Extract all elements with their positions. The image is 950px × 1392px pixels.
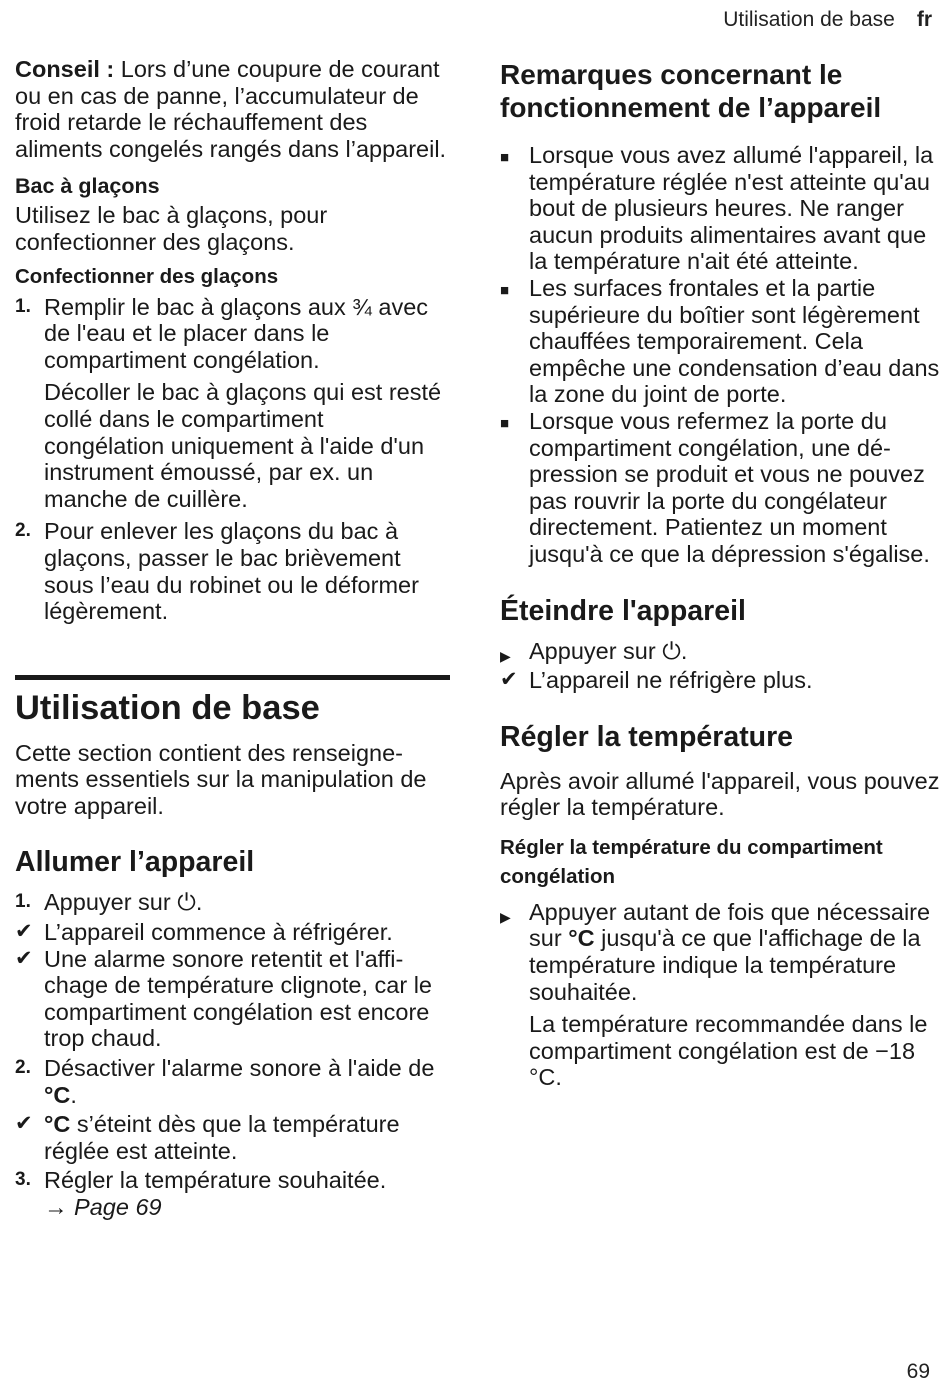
check-icon: ✔ xyxy=(15,1112,33,1136)
step-number: 2. xyxy=(15,1057,31,1079)
step-number: 2. xyxy=(15,520,31,542)
section-title: Utilisation de base xyxy=(15,688,320,727)
notes-heading: Remarques concernant le fonctionnement de l’appareil xyxy=(500,59,882,123)
recommendation-text: La température recommandée dans le compartiment congélation est de −18 °C. xyxy=(529,1011,928,1091)
step-text: Régler la température souhaitée. xyxy=(44,1167,387,1194)
step-number: 3. xyxy=(15,1169,31,1191)
page-reference-link[interactable]: → Page 69 xyxy=(44,1194,162,1220)
ice-tray-text: Utilisez le bac à glaçons, pour confectionner des glaçons. xyxy=(15,202,328,255)
step-text: Désactiver l'alarme sonore à l'aide de xyxy=(44,1055,435,1082)
check-icon: ✔ xyxy=(15,920,33,944)
switch-off-heading: Éteindre l'appareil xyxy=(500,594,746,627)
step-text: Remplir le bac à glaçons aux ¾ avec de l'eau et le placer dans le compartiment congélation. xyxy=(44,293,429,373)
step-text: Décoller le bac à glaçons qui est resté collé dans le compartiment congélation uniquement à l'aide d'un instrument émoussé, par ex. un manche de cuillère. xyxy=(44,379,442,512)
switch-on-result-2 xyxy=(15,946,450,1052)
check-icon: ✔ xyxy=(500,668,518,692)
switch-on-result-3 xyxy=(15,1111,450,1164)
switch-on-result-1 xyxy=(15,919,450,946)
square-bullet-icon: ■ xyxy=(500,414,510,432)
result-text: L’appareil ne réfrigère plus. xyxy=(529,667,813,694)
triangle-bullet-icon: ▶ xyxy=(500,908,511,925)
switch-on-step-3 xyxy=(15,1167,450,1220)
step-number: 1. xyxy=(15,891,31,913)
step-text: Appuyer sur ⏻. xyxy=(44,889,203,916)
switch-off-action xyxy=(500,638,940,665)
tip-label: Conseil : xyxy=(15,56,115,82)
action-text: Appuyer sur ⏻. xyxy=(529,637,688,664)
check-icon: ✔ xyxy=(15,946,33,970)
note-item-2 xyxy=(500,275,940,408)
right-column xyxy=(500,56,940,1091)
language-code: fr xyxy=(916,8,932,31)
step-number: 1. xyxy=(15,295,31,317)
celsius-key: °C xyxy=(568,925,595,952)
action-text: Appuyer autant de fois que nécessaire sur xyxy=(529,898,931,952)
ice-step-2 xyxy=(15,518,450,624)
switch-on-step-2: 2. Désactiver l'alarme sonore à l'aide de °C. xyxy=(15,1055,435,1108)
ice-step-1-note xyxy=(15,379,450,512)
note-item-1 xyxy=(500,142,940,275)
celsius-key: °C xyxy=(44,1081,71,1108)
tip-paragraph xyxy=(15,56,450,162)
temperature-heading: Régler la température xyxy=(500,720,794,753)
note-text: Lorsque vous avez allumé l'appareil, la température réglée n'est atteinte qu'au bout de plusieurs heures. Ne ranger aucun produits alimentaires avant que la température n'ait été atteinte. xyxy=(529,142,934,275)
switch-on-step-1 xyxy=(15,889,450,916)
note-text: Lorsque vous refermez la porte du compartiment congélation, une dépression se produit et vous ne pouvez pas rouvrir la porte du congélateur directement. Patientez un moment jusqu'à ce que la dépression s'égalise. xyxy=(529,407,930,567)
ice-tray-heading: Bac à glaçons xyxy=(15,174,160,199)
triangle-bullet-icon: ▶ xyxy=(500,647,511,664)
switch-off-result xyxy=(500,667,940,694)
page-number: 69 xyxy=(906,1360,930,1383)
header-title: Utilisation de base xyxy=(723,8,895,31)
result-text: s’éteint dès que la température réglée est atteinte. xyxy=(44,1111,400,1164)
ice-step-1 xyxy=(15,294,450,374)
section-rule xyxy=(15,675,450,680)
step-text: Pour enlever les glaçons du bac à glaçons, passer le bac brièvement sous l’eau du robinet ou le déformer légèrement. xyxy=(44,518,419,625)
temperature-action: ▶ Appuyer autant de fois que nécessaire sur °C jusqu'à ce que l'affichage de la température indique la température souhaitée. xyxy=(500,898,931,1005)
section-intro: Cette section contient des renseignements essentiels sur la manipulation de votre appareil. xyxy=(15,739,427,819)
result-text: Une alarme sonore retentit et l'affichage de température clignote, car le compartiment congélation est encore trop chaud. xyxy=(44,945,432,1052)
temperature-intro: Après avoir allumé l'appareil, vous pouvez régler la température. xyxy=(500,767,940,821)
celsius-key: °C xyxy=(44,1111,71,1138)
note-item-3 xyxy=(500,408,940,568)
freezer-temperature-subheading: Régler la température du compartiment congélation xyxy=(500,835,883,888)
square-bullet-icon: ■ xyxy=(500,281,510,299)
square-bullet-icon: ■ xyxy=(500,149,510,166)
tip-text: Lors d’une coupure de courant ou en cas de panne, l’accumulateur de froid retarde le réchauffement des aliments congelés rangés dans l’appareil. xyxy=(15,56,447,162)
left-column xyxy=(15,56,450,1221)
temperature-recommendation xyxy=(500,1011,940,1091)
result-text: L’appareil commence à réfrigérer. xyxy=(44,919,393,946)
switch-on-heading: Allumer l’appareil xyxy=(15,846,255,879)
note-text: Les surfaces frontales et la partie supérieure du boîtier sont légèrement chauffées temporairement. Cela empêche une condensation d’eau dans la zone du joint de porte. xyxy=(529,274,940,408)
page-header xyxy=(723,8,932,32)
ice-making-subheading: Confectionner des glaçons xyxy=(15,264,279,288)
